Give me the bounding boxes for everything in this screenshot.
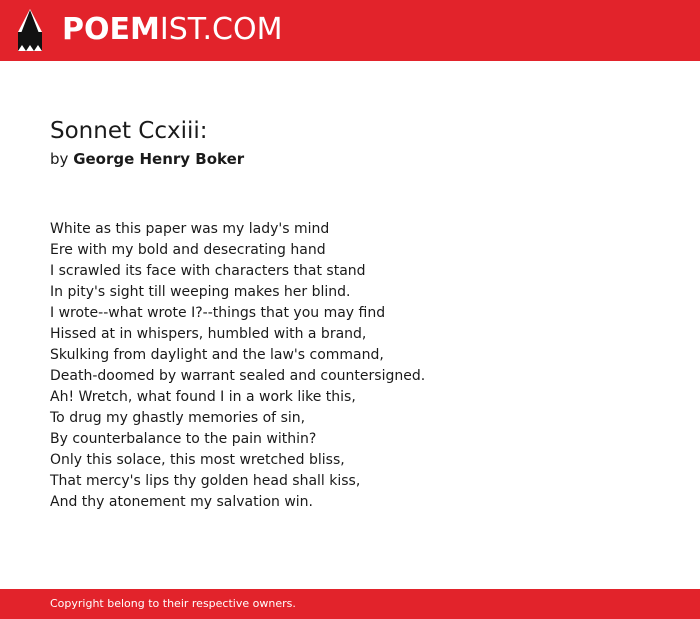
poem-line: And thy atonement my salvation win. bbox=[50, 494, 313, 510]
pencil-logo-icon[interactable] bbox=[18, 9, 42, 51]
poem-line: Skulking from daylight and the law's command, bbox=[50, 347, 384, 363]
poem-line: I wrote--what wrote I?--things that you may find bbox=[50, 305, 386, 321]
logo-text-bold: POEM bbox=[62, 12, 160, 47]
poem-line: By counterbalance to the pain within? bbox=[50, 431, 317, 447]
poem-line: Hissed at in whispers, humbled with a brand, bbox=[50, 326, 367, 342]
poem-body bbox=[50, 219, 425, 513]
poem-author: George Henry Boker bbox=[73, 150, 245, 168]
poem-line: Ere with my bold and desecrating hand bbox=[50, 242, 326, 258]
poem-line: In pity's sight till weeping makes her blind. bbox=[50, 284, 351, 300]
poem-line: That mercy's lips thy golden head shall kiss, bbox=[50, 473, 361, 489]
site-footer bbox=[0, 589, 700, 619]
poem-line: Only this solace, this most wretched bliss, bbox=[50, 452, 345, 468]
copyright-notice: Copyright belong to their respective owners. bbox=[50, 597, 296, 610]
poem-title: Sonnet Ccxiii: bbox=[50, 118, 208, 144]
by-label: by bbox=[50, 150, 69, 168]
poem-line: Ah! Wretch, what found I in a work like this, bbox=[50, 389, 356, 405]
poem-byline bbox=[50, 149, 244, 169]
poem-line: I scrawled its face with characters that stand bbox=[50, 263, 366, 279]
logo-text-light: IST.COM bbox=[159, 12, 283, 47]
site-header bbox=[0, 0, 700, 61]
poem-line: White as this paper was my lady's mind bbox=[50, 221, 330, 237]
poem-line: Death-doomed by warrant sealed and countersigned. bbox=[50, 368, 426, 384]
site-logo[interactable] bbox=[62, 13, 282, 47]
poem-line: To drug my ghastly memories of sin, bbox=[50, 410, 306, 426]
